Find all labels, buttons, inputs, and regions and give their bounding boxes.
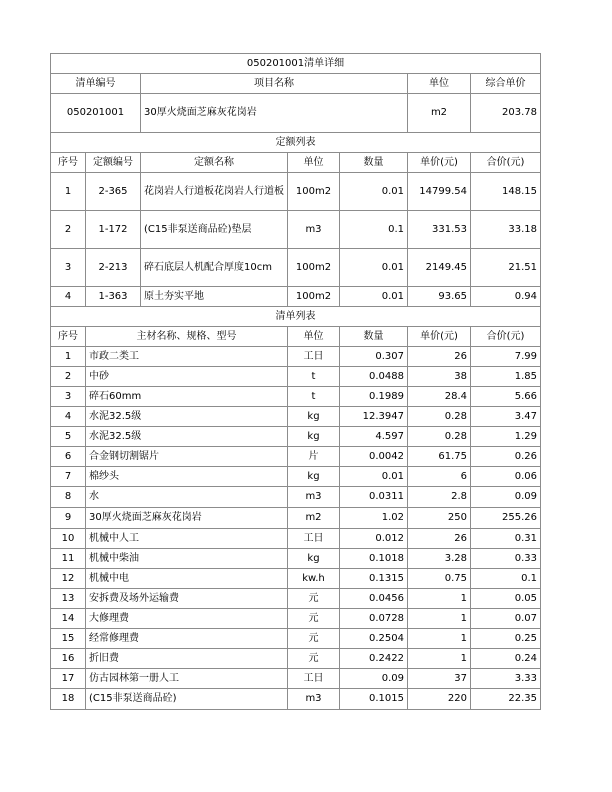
quota-unit: 100m2 <box>288 287 340 307</box>
material-total: 22.35 <box>471 689 541 710</box>
material-total-header: 合价(元) <box>471 327 541 347</box>
material-total: 0.09 <box>471 487 541 508</box>
material-name: 仿古园林第一册人工 <box>86 669 288 689</box>
material-qty: 1.02 <box>340 508 408 529</box>
quota-name: 花岗岩人行道板花岗岩人行道板 <box>141 173 288 211</box>
material-unit: t <box>288 367 340 387</box>
material-unit: 元 <box>288 649 340 669</box>
bill-price: 203.78 <box>471 94 541 133</box>
material-total: 0.06 <box>471 467 541 487</box>
material-qty: 4.597 <box>340 427 408 447</box>
material-name: 经常修理费 <box>86 629 288 649</box>
quota-section-title: 定额列表 <box>51 133 541 153</box>
material-unit: m3 <box>288 689 340 710</box>
material-unit: 工日 <box>288 347 340 367</box>
material-seq: 14 <box>51 609 86 629</box>
material-qty: 0.09 <box>340 669 408 689</box>
quota-code-header: 定额编号 <box>86 153 141 173</box>
table-title: 050201001清单详细 <box>51 54 541 74</box>
material-price: 28.4 <box>408 387 471 407</box>
material-seq: 10 <box>51 529 86 549</box>
material-name: 折旧费 <box>86 649 288 669</box>
material-row <box>51 569 541 589</box>
material-total: 3.33 <box>471 669 541 689</box>
quota-row <box>51 173 541 211</box>
material-price: 0.75 <box>408 569 471 589</box>
material-price: 1 <box>408 609 471 629</box>
material-seq: 18 <box>51 689 86 710</box>
bill-unit: m2 <box>408 94 471 133</box>
quota-unit: 100m2 <box>288 173 340 211</box>
quota-price: 2149.45 <box>408 249 471 287</box>
material-qty: 0.0456 <box>340 589 408 609</box>
material-row <box>51 549 541 569</box>
material-unit: kw.h <box>288 569 340 589</box>
bill-code-header: 清单编号 <box>51 74 141 94</box>
quota-code: 2-213 <box>86 249 141 287</box>
material-total: 0.33 <box>471 549 541 569</box>
material-total: 3.47 <box>471 407 541 427</box>
material-name: 机械中柴油 <box>86 549 288 569</box>
quota-qty: 0.01 <box>340 249 408 287</box>
quota-unit-header: 单位 <box>288 153 340 173</box>
material-unit: kg <box>288 549 340 569</box>
material-price: 2.8 <box>408 487 471 508</box>
material-row <box>51 427 541 447</box>
material-name: 机械中人工 <box>86 529 288 549</box>
quota-total: 33.18 <box>471 211 541 249</box>
material-seq: 15 <box>51 629 86 649</box>
material-name: 机械中电 <box>86 569 288 589</box>
material-row <box>51 689 541 710</box>
material-row <box>51 529 541 549</box>
material-qty: 0.01 <box>340 467 408 487</box>
material-row <box>51 649 541 669</box>
material-qty-header: 数量 <box>340 327 408 347</box>
material-qty: 0.0042 <box>340 447 408 467</box>
material-price: 38 <box>408 367 471 387</box>
quota-code: 1-363 <box>86 287 141 307</box>
material-price: 1 <box>408 629 471 649</box>
material-qty: 0.1989 <box>340 387 408 407</box>
material-qty: 0.2504 <box>340 629 408 649</box>
quota-total: 0.94 <box>471 287 541 307</box>
material-price: 37 <box>408 669 471 689</box>
bill-name: 30厚火烧面芝麻灰花岗岩 <box>141 94 408 133</box>
quota-seq-header: 序号 <box>51 153 86 173</box>
quota-qty: 0.01 <box>340 287 408 307</box>
material-total: 0.1 <box>471 569 541 589</box>
quota-name: (C15非泵送商品砼)垫层 <box>141 211 288 249</box>
material-price: 0.28 <box>408 427 471 447</box>
material-total: 255.26 <box>471 508 541 529</box>
bill-code: 050201001 <box>51 94 141 133</box>
material-unit: 元 <box>288 609 340 629</box>
material-price: 3.28 <box>408 549 471 569</box>
quota-qty-header: 数量 <box>340 153 408 173</box>
material-price: 6 <box>408 467 471 487</box>
quota-price: 93.65 <box>408 287 471 307</box>
material-seq: 12 <box>51 569 86 589</box>
bill-unit-header: 单位 <box>408 74 471 94</box>
quota-seq: 3 <box>51 249 86 287</box>
material-seq: 8 <box>51 487 86 508</box>
material-unit: kg <box>288 467 340 487</box>
material-price: 26 <box>408 347 471 367</box>
material-name-header: 主材名称、规格、型号 <box>86 327 288 347</box>
material-price: 1 <box>408 649 471 669</box>
material-seq: 6 <box>51 447 86 467</box>
material-total: 1.29 <box>471 427 541 447</box>
material-name: 大修理费 <box>86 609 288 629</box>
material-seq: 13 <box>51 589 86 609</box>
bill-name-header: 项目名称 <box>141 74 408 94</box>
material-name: 中砂 <box>86 367 288 387</box>
material-unit: kg <box>288 407 340 427</box>
material-row <box>51 669 541 689</box>
material-seq: 4 <box>51 407 86 427</box>
quota-price: 331.53 <box>408 211 471 249</box>
material-total: 0.25 <box>471 629 541 649</box>
quota-total: 148.15 <box>471 173 541 211</box>
quota-qty: 0.1 <box>340 211 408 249</box>
quota-total-header: 合价(元) <box>471 153 541 173</box>
material-row <box>51 407 541 427</box>
material-qty: 0.0728 <box>340 609 408 629</box>
material-name: 30厚火烧面芝麻灰花岗岩 <box>86 508 288 529</box>
material-section-title: 清单列表 <box>51 307 541 327</box>
material-price: 220 <box>408 689 471 710</box>
material-total: 0.07 <box>471 609 541 629</box>
quota-unit: 100m2 <box>288 249 340 287</box>
material-qty: 0.1315 <box>340 569 408 589</box>
quota-code: 1-172 <box>86 211 141 249</box>
material-seq: 17 <box>51 669 86 689</box>
material-row <box>51 487 541 508</box>
material-qty: 0.1015 <box>340 689 408 710</box>
quota-row <box>51 211 541 249</box>
material-row <box>51 629 541 649</box>
material-total: 0.31 <box>471 529 541 549</box>
material-total: 5.66 <box>471 387 541 407</box>
material-seq: 16 <box>51 649 86 669</box>
material-qty: 0.012 <box>340 529 408 549</box>
quota-price: 14799.54 <box>408 173 471 211</box>
material-price: 26 <box>408 529 471 549</box>
material-price-header: 单价(元) <box>408 327 471 347</box>
material-qty: 0.0488 <box>340 367 408 387</box>
quota-seq: 4 <box>51 287 86 307</box>
quota-seq: 2 <box>51 211 86 249</box>
material-qty: 0.307 <box>340 347 408 367</box>
material-price: 61.75 <box>408 447 471 467</box>
material-row <box>51 387 541 407</box>
material-name: (C15非泵送商品砼) <box>86 689 288 710</box>
material-qty: 12.3947 <box>340 407 408 427</box>
material-row <box>51 589 541 609</box>
quota-qty: 0.01 <box>340 173 408 211</box>
quota-code: 2-365 <box>86 173 141 211</box>
material-seq: 5 <box>51 427 86 447</box>
quota-name: 碎石底层人机配合厚度10cm <box>141 249 288 287</box>
material-row <box>51 347 541 367</box>
material-row <box>51 508 541 529</box>
quota-seq: 1 <box>51 173 86 211</box>
material-seq: 2 <box>51 367 86 387</box>
material-name: 水泥32.5级 <box>86 407 288 427</box>
material-seq: 9 <box>51 508 86 529</box>
material-name: 安拆费及场外运输费 <box>86 589 288 609</box>
material-seq: 1 <box>51 347 86 367</box>
material-unit: m2 <box>288 508 340 529</box>
material-name: 市政二类工 <box>86 347 288 367</box>
material-unit-header: 单位 <box>288 327 340 347</box>
bill-price-header: 综合单价 <box>471 74 541 94</box>
material-total: 0.26 <box>471 447 541 467</box>
material-unit: 元 <box>288 629 340 649</box>
material-row <box>51 467 541 487</box>
material-unit: 片 <box>288 447 340 467</box>
material-seq-header: 序号 <box>51 327 86 347</box>
material-seq: 7 <box>51 467 86 487</box>
quota-name: 原土夯实平地 <box>141 287 288 307</box>
material-price: 1 <box>408 589 471 609</box>
material-total: 0.05 <box>471 589 541 609</box>
quota-unit: m3 <box>288 211 340 249</box>
material-row <box>51 609 541 629</box>
material-seq: 11 <box>51 549 86 569</box>
material-name: 水 <box>86 487 288 508</box>
material-total: 0.24 <box>471 649 541 669</box>
material-unit: 工日 <box>288 529 340 549</box>
bill-detail-table <box>50 53 541 710</box>
quota-name-header: 定额名称 <box>141 153 288 173</box>
quota-total: 21.51 <box>471 249 541 287</box>
material-row <box>51 447 541 467</box>
material-name: 合金钢切割锯片 <box>86 447 288 467</box>
quota-row <box>51 249 541 287</box>
material-price: 250 <box>408 508 471 529</box>
material-qty: 0.0311 <box>340 487 408 508</box>
quota-price-header: 单价(元) <box>408 153 471 173</box>
material-total: 7.99 <box>471 347 541 367</box>
material-name: 水泥32.5级 <box>86 427 288 447</box>
material-qty: 0.1018 <box>340 549 408 569</box>
material-total: 1.85 <box>471 367 541 387</box>
material-name: 棉纱头 <box>86 467 288 487</box>
material-unit: t <box>288 387 340 407</box>
material-unit: 元 <box>288 589 340 609</box>
material-row <box>51 367 541 387</box>
material-qty: 0.2422 <box>340 649 408 669</box>
material-name: 碎石60mm <box>86 387 288 407</box>
material-unit: kg <box>288 427 340 447</box>
material-unit: 工日 <box>288 669 340 689</box>
material-seq: 3 <box>51 387 86 407</box>
material-unit: m3 <box>288 487 340 508</box>
quota-row <box>51 287 541 307</box>
material-price: 0.28 <box>408 407 471 427</box>
